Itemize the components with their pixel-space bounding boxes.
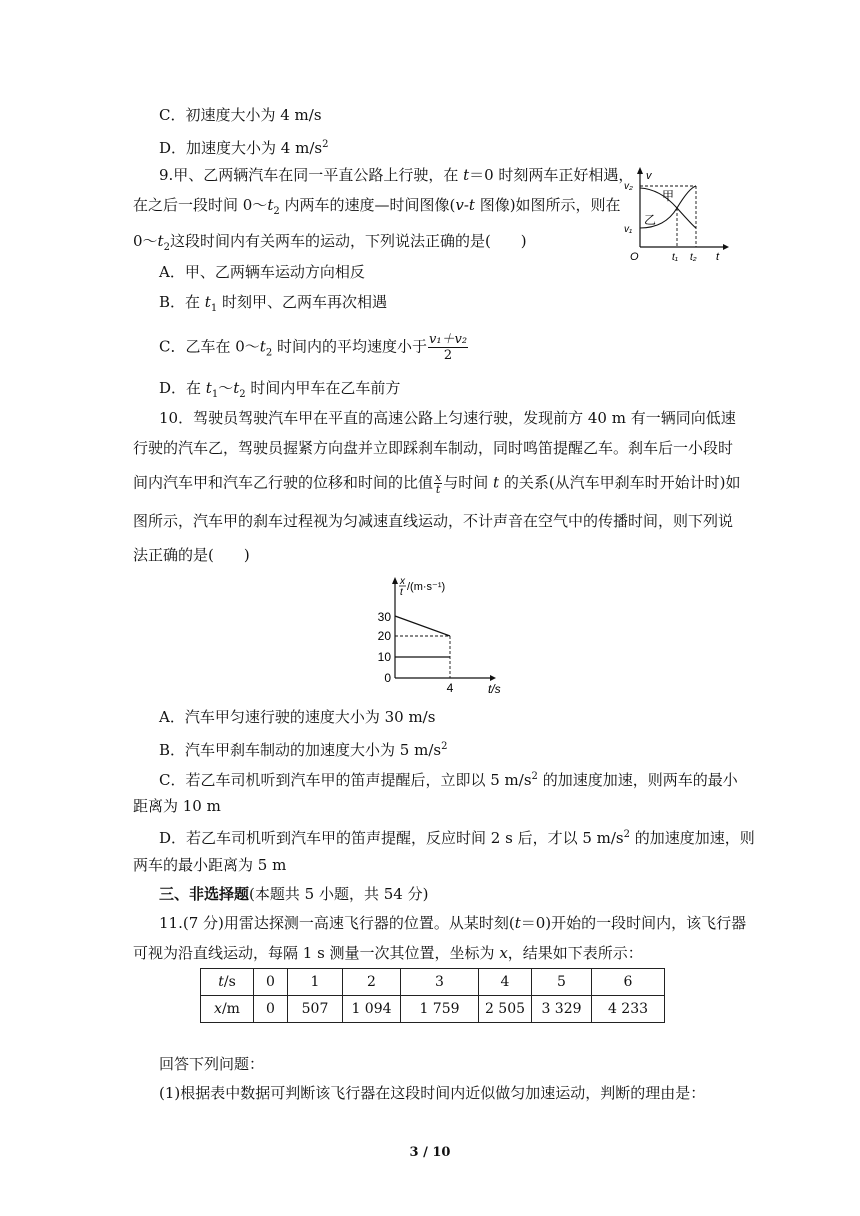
q9-graph-v2-label: v₂ (624, 181, 633, 192)
q10-stem-line4: 图所示，汽车甲的刹车过程视为匀减速直线运动，不计声音在空气中的传播时间，则下列说 (133, 512, 734, 530)
q10-stem-line2: 行驶的汽车乙，驾驶员握紧方向盘并立即踩刹车制动，同时鸣笛提醒乙车。刹车后一小段时 (133, 439, 734, 457)
q8-option-d: D．加速度大小为 4 $m/s^2$ (159, 139, 329, 157)
q9-graph-t2-label: t₂ (690, 252, 697, 263)
q11-subquestion-1: (1)根据表中数据可判断该飞行器在这段时间内近似做匀加速运动，判断的理由是： (159, 1084, 706, 1102)
q9-option-b: B．在 $t_1$ 时刻甲、乙两车再次相遇 (159, 293, 387, 314)
table-cell: 2 505 (479, 996, 532, 1023)
q10-option-c-line2: 距离为 10 m (133, 797, 221, 815)
q10-stem-line3: 间内汽车甲和汽车乙行驶的位移和时间的比值 $\frac{x}{t}$ 与时间 t 的关系(从汽车甲刹车时开始计时)如 (133, 471, 741, 496)
q9-fraction: $\frac{\text{v₁＋v₂}}{2}$ (428, 332, 468, 363)
q10-option-c-line1: C．若乙车司机听到汽车甲的笛声提醒后，立即以 5 $m/s^2$ 的加速度加速，则两车的最小 (159, 771, 738, 789)
q10-graph-xlabel: t/s (488, 682, 501, 696)
table-cell: 0 (254, 996, 288, 1023)
q9-graph-jia-label: 甲 (662, 189, 675, 203)
section3-title: 三、非选择题(本题共 5 小题，共 54 分) (159, 885, 429, 903)
q9-option-c: C．乙车在 $0\sim t_2$ 时间内的平均速度小于 $\frac{\text{v₁＋v₂}}{2}$ (159, 332, 468, 363)
q10-graph-ytick-0: 0 (384, 671, 391, 685)
q10-ratio-fraction: $\frac{x}{t}$ (435, 471, 442, 496)
table-cell: 507 (288, 996, 343, 1023)
q10-graph-ylabel-num: x (400, 576, 405, 587)
q10-graph-ylabel-den: t (400, 587, 403, 598)
q9-stem-line3: $0\sim t_2$这段时间内有关两车的运动，下列说法正确的是( ) (133, 232, 527, 253)
q9-graph-yi-label: 乙 (644, 213, 657, 227)
q9-stem-line2: 在之后一段时间 $0\sim t_2$ 内两车的速度—时间图像(v-t 图像)如图所示，则在 (133, 196, 621, 217)
table-row-t (201, 969, 665, 996)
table-cell: 4 (479, 969, 532, 996)
table-cell: 3 (401, 969, 479, 996)
q10-stem-line1: 10．驾驶员驾驶汽车甲在平直的高速公路上匀速行驶，发现前方 40 m 有一辆同向低速 (159, 409, 736, 427)
q9-option-a: A．甲、乙两辆车运动方向相反 (159, 263, 365, 281)
q11-data-table (200, 968, 665, 1023)
q10-graph-ylabel-unit: /(m·s⁻¹) (407, 581, 446, 593)
q10-graph-ytick-10: 10 (377, 650, 391, 664)
q10-option-b: B．汽车甲刹车制动的加速度大小为 5 $m/s^2$ (159, 741, 448, 759)
page-number: 3 / 10 (409, 1145, 451, 1160)
table-cell: 1 094 (343, 996, 401, 1023)
table-cell: 5 (532, 969, 592, 996)
q10-graph-ytick-30: 30 (377, 610, 391, 624)
table-row-x (201, 996, 665, 1023)
q10-graph-xtick-4: 4 (446, 681, 454, 695)
table-cell: 3 329 (532, 996, 592, 1023)
table-cell: 0 (254, 969, 288, 996)
q10-option-a: A．汽车甲匀速行驶的速度大小为 30 m/s (159, 708, 436, 726)
q10-xt-graph (360, 572, 520, 697)
q9-graph-t1-label: t₁ (672, 252, 678, 263)
table-cell: 2 (343, 969, 401, 996)
q10-stem-line5: 法正确的是( ) (133, 546, 250, 564)
q11-stem-line1: 11.(7 分)用雷达探测一高速飞行器的位置。从某时刻(t＝0)开始的一段时间内，该飞行器 (159, 914, 747, 932)
q9-graph-v1-label: v₁ (624, 224, 633, 235)
q9-graph-t-label: t (716, 251, 720, 263)
q9-option-d: D．在 $t_1\sim t_2$ 时间内甲车在乙车前方 (159, 379, 401, 400)
q10-line-jia (395, 616, 450, 636)
q10-graph-ytick-20: 20 (377, 629, 391, 643)
q11-stem-line2: 可视为沿直线运动，每隔 1 s 测量一次其位置，坐标为 x，结果如下表所示： (133, 944, 643, 962)
table-cell: 1 759 (401, 996, 479, 1023)
q10-option-d-line2: 两车的最小距离为 5 m (133, 856, 287, 874)
table-cell: 1 (288, 969, 343, 996)
q9-graph-origin-label: O (630, 251, 639, 263)
q11-answer-intro: 回答下列问题： (159, 1055, 265, 1073)
q10-option-d-line1: D．若乙车司机听到汽车甲的笛声提醒，反应时间 2 s 后，才以 5 $m/s^2$ 的加速度加速，则 (159, 829, 755, 847)
table-cell: 4 233 (592, 996, 665, 1023)
table-header-x: x/m (201, 996, 254, 1023)
q9-vt-graph (620, 162, 730, 264)
q9-graph-v-label: v (646, 170, 652, 182)
q9-stem-line1: 9.甲、乙两辆汽车在同一平直公路上行驶，在 t＝0 时刻两车正好相遇， (159, 166, 634, 184)
table-header-t: t/s (201, 969, 254, 996)
table-cell: 6 (592, 969, 665, 996)
q8-option-c: C．初速度大小为 4 m/s (159, 106, 322, 124)
